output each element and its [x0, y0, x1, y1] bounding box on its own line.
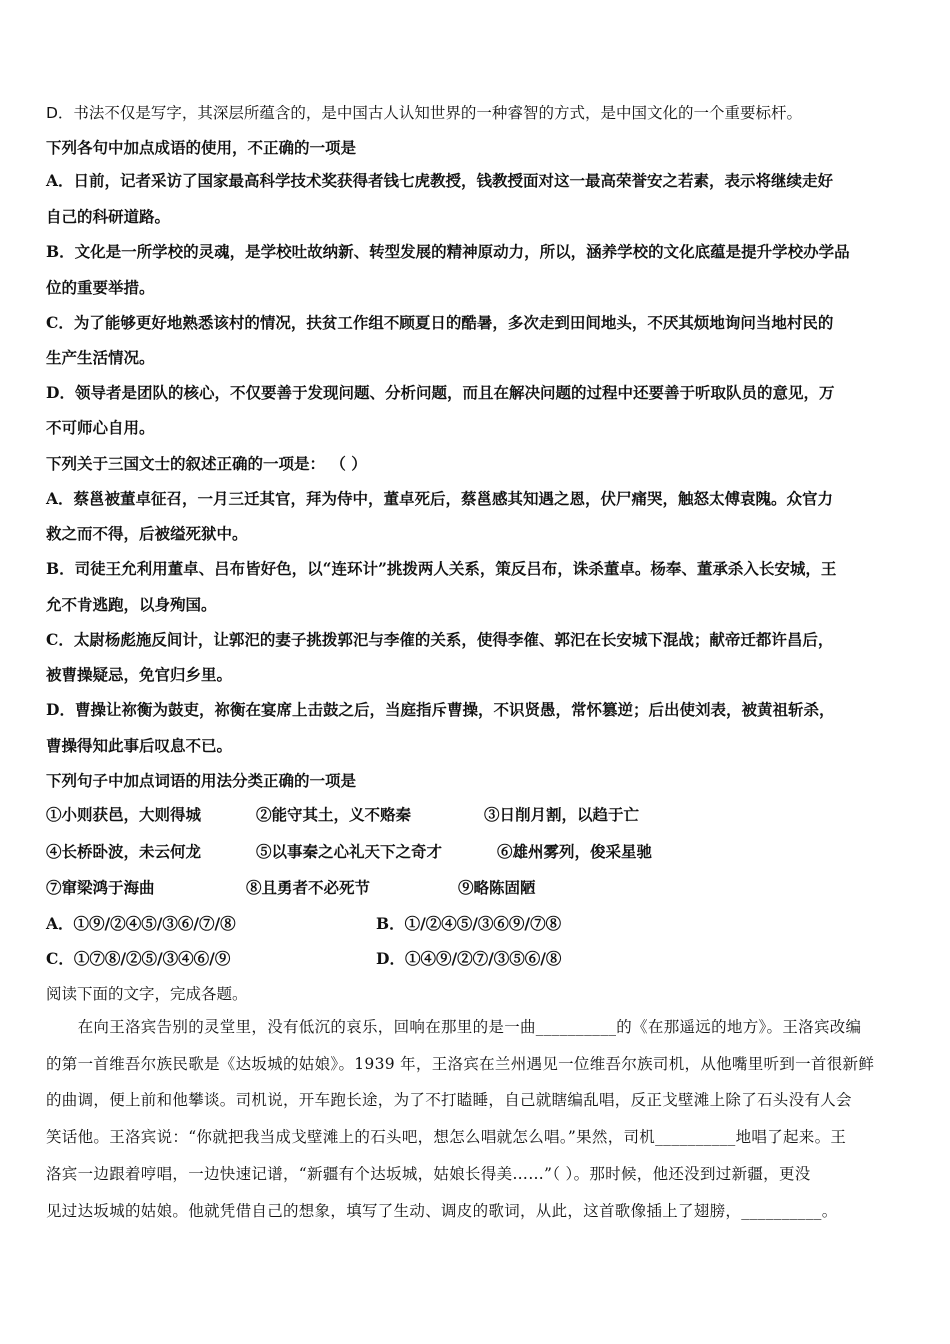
threekingdoms-option-d-line2: 曹操得知此事后叹息不已。	[46, 736, 233, 755]
reading-passage-line-3: 的曲调，便上前和他攀谈。司机说，开车跑长途，为了不打瞌睡，自己就瞎编乱唱，反正戈壁滩上除了石头没有人会	[46, 1091, 852, 1109]
reading-passage-line-5: 洛宾一边跟着哼唱，一边快速记谱，“新疆有个达坂城，姑娘长得美……”（ ）。那时候，他还没到过新疆，更没	[46, 1165, 811, 1183]
words-option-b: B．①/②④⑤/③⑥⑨/⑦⑧	[376, 914, 562, 933]
words-option-d: D．①④⑨/②⑦/③⑤⑥/⑧	[376, 949, 562, 968]
word-item-1: ①小则获邑，大则得城	[46, 805, 202, 824]
threekingdoms-option-a-line2: 救之而不得，后被缢死狱中。	[46, 524, 248, 543]
word-item-6: ⑥雄州雾列，俊采星驰	[497, 842, 653, 861]
word-item-7: ⑦窜梁鸿于海曲	[46, 878, 155, 897]
reading-passage-line-4: 笑话他。王洛宾说：“你就把我当成戈壁滩上的石头吧，想怎么唱就怎么唱。”果然，司机__________地唱了起来。王	[46, 1128, 847, 1146]
word-item-9: ⑨略陈固陋	[458, 878, 536, 897]
reading-instruction: 阅读下面的文字，完成各题。	[46, 985, 248, 1003]
word-item-2: ②能守其土，义不赂秦	[256, 805, 412, 824]
reading-passage-line-6: 见过达坂城的姑娘。他就凭借自己的想象，填写了生动、调皮的歌词，从此，这首歌像插上了翅膀，__________。	[46, 1202, 838, 1220]
idiom-question-stem: 下列各句中加点成语的使用，不正确的一项是	[46, 138, 357, 157]
idiom-option-c-line2: 生产生活情况。	[46, 348, 155, 367]
words-row-2	[46, 841, 906, 863]
words-options-row-1	[46, 913, 906, 935]
threekingdoms-option-d-line1: D．曹操让祢衡为鼓吏，祢衡在宴席上击鼓之后，当庭指斥曹操，不识贤愚，常怀篡逆；后出使刘表，被黄祖斩杀，	[46, 700, 835, 719]
words-row-3	[46, 877, 906, 899]
idiom-option-d-line2: 不可师心自用。	[46, 418, 155, 437]
idiom-option-a-line2: 自己的科研道路。	[46, 207, 171, 226]
word-item-3: ③日削月割，以趋于亡	[484, 805, 640, 824]
idiom-option-c-line1: C．为了能够更好地熟悉该村的情况，扶贫工作组不顾夏日的酷暑，多次走到田间地头，不厌其烦地询问当地村民的	[46, 313, 834, 332]
idiom-option-b-line1: B．文化是一所学校的灵魂，是学校吐故纳新、转型发展的精神原动力，所以，涵养学校的文化底蕴是提升学校办学品	[46, 242, 850, 261]
threekingdoms-option-b-line2: 允不肯逃跑，以身殉国。	[46, 595, 217, 614]
idiom-option-a-line1: A．日前，记者采访了国家最高科学技术奖获得者钱七虎教授，钱教授面对这一最高荣誉安之若素，表示将继续走好	[46, 171, 834, 190]
reading-passage-line-1: 在向王洛宾告别的灵堂里，没有低沉的哀乐，回响在那里的是一曲__________的《在那遥远的地方》。王洛宾改编	[46, 1018, 862, 1036]
threekingdoms-option-a-line1: A．蔡邕被董卓征召，一月三迁其官，拜为侍中，董卓死后，蔡邕感其知遇之恩，伏尸痛哭，触怒太傅袁隗。众官力	[46, 489, 834, 508]
word-item-5: ⑤以事秦之心礼天下之奇才	[256, 842, 443, 861]
idiom-option-b-line2: 位的重要举措。	[46, 278, 155, 297]
idiom-option-d-line1: D．领导者是团队的核心，不仅要善于发现问题、分析问题，而且在解决问题的过程中还要善于听取队员的意见，万	[46, 383, 835, 402]
words-question-stem: 下列句子中加点词语的用法分类正确的一项是	[46, 771, 357, 790]
reading-passage-line-2: 的第一首维吾尔族民歌是《达坂城的姑娘》。1939 年，王洛宾在兰州遇见一位维吾尔族司机，从他嘴里听到一首很新鲜	[46, 1055, 875, 1073]
threekingdoms-option-b-line1: B．司徒王允利用董卓、吕布皆好色，以“连环计”挑拨两人关系，策反吕布，诛杀董卓。杨奉、董承杀入长安城，王	[46, 559, 837, 578]
threekingdoms-question-stem: 下列关于三国文士的叙述正确的一项是： （ ）	[46, 454, 367, 473]
threekingdoms-option-c-line2: 被曹操疑忌，免官归乡里。	[46, 665, 233, 684]
words-row-1	[46, 804, 906, 826]
words-options-row-2	[46, 948, 906, 970]
word-item-4: ④长桥卧波，未云何龙	[46, 842, 202, 861]
words-option-a: A．①⑨/②④⑤/③⑥/⑦/⑧	[46, 914, 236, 933]
threekingdoms-option-c-line1: C．太尉杨彪施反间计，让郭汜的妻子挑拨郭汜与李傕的关系，使得李傕、郭汜在长安城下混战；献帝迁都许昌后，	[46, 630, 834, 649]
item-d-calligraphy: D．书法不仅是写字，其深层所蕴含的，是中国古人认知世界的一种睿智的方式，是中国文化的一个重要标杆。	[46, 104, 802, 122]
word-item-8: ⑧且勇者不必死节	[246, 878, 371, 897]
words-option-c: C．①⑦⑧/②⑤/③④⑥/⑨	[46, 949, 231, 968]
